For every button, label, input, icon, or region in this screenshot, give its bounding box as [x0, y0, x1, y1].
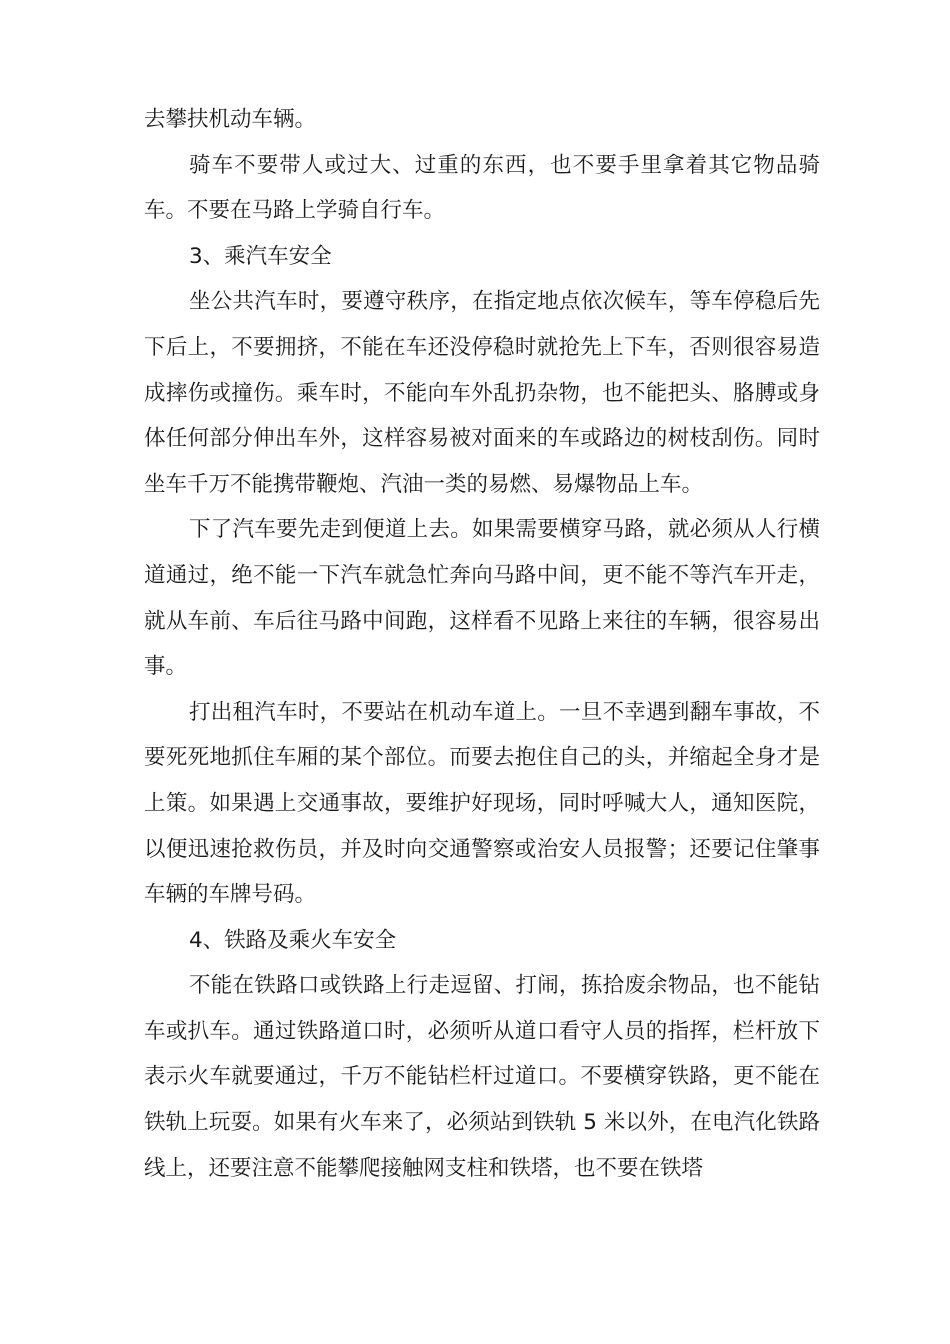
section-heading-bus-safety: 3、乘汽车安全: [189, 243, 332, 269]
document-body: [144, 97, 820, 1191]
paragraph-continuation: 去攀扶机动车辆。: [144, 107, 317, 132]
paragraph-taxi: 打出租汽车时，不要站在机动车道上。一旦不幸遇到翻车事故，不要死死地抓住车厢的某个部位。而要去抱住自己的头，并缩起全身才是上策。如果遇上交通事故，要维护好现场，同时呼喊大人，通知医院，以便迅速抢救伤员，并及时向交通警察或治安人员报警；还要记住肇事车辆的车牌号码。: [144, 699, 820, 908]
section-heading-railway-safety: 4、铁路及乘火车安全: [189, 927, 397, 953]
paragraph-bus-boarding: 坐公共汽车时，要遵守秩序，在指定地点依次候车，等车停稳后先下后上，不要拥挤，不能在车还没停稳时就抢先上下车，否则很容易造成摔伤或撞伤。乘车时，不能向车外乱扔杂物，也不能把头、胳膊或身体任何部分伸出车外，这样容易被对面来的车或路边的树枝刮伤。同时坐车千万不能携带鞭炮、汽油一类的易燃、易爆物品上车。: [144, 289, 820, 497]
paragraph-railway: 不能在铁路口或铁路上行走逗留、打闹，拣拾废余物品，也不能钻车或扒车。通过铁路道口时，必须听从道口看守人员的指挥，栏杆放下表示火车就要通过，千万不能钻栏杆过道口。不要横穿铁路，更不能在铁轨上玩耍。如果有火车来了，必须站到铁轨 5 米以外，在电汽化铁路线上，还要注意不能攀爬接触网支柱和铁塔，也不要在铁塔: [144, 973, 820, 1181]
paragraph-after-bus: 下了汽车要先走到便道上去。如果需要横穿马路，就必须从人行横道通过，绝不能一下汽车就急忙奔向马路中间，更不能不等汽车开走，就从车前、车后往马路中间跑，这样看不见路上来往的车辆，很容易出事。: [144, 517, 820, 680]
paragraph-cycling-safety: 骑车不要带人或过大、过重的东西，也不要手里拿着其它物品骑车。不要在马路上学骑自行车。: [144, 152, 820, 224]
